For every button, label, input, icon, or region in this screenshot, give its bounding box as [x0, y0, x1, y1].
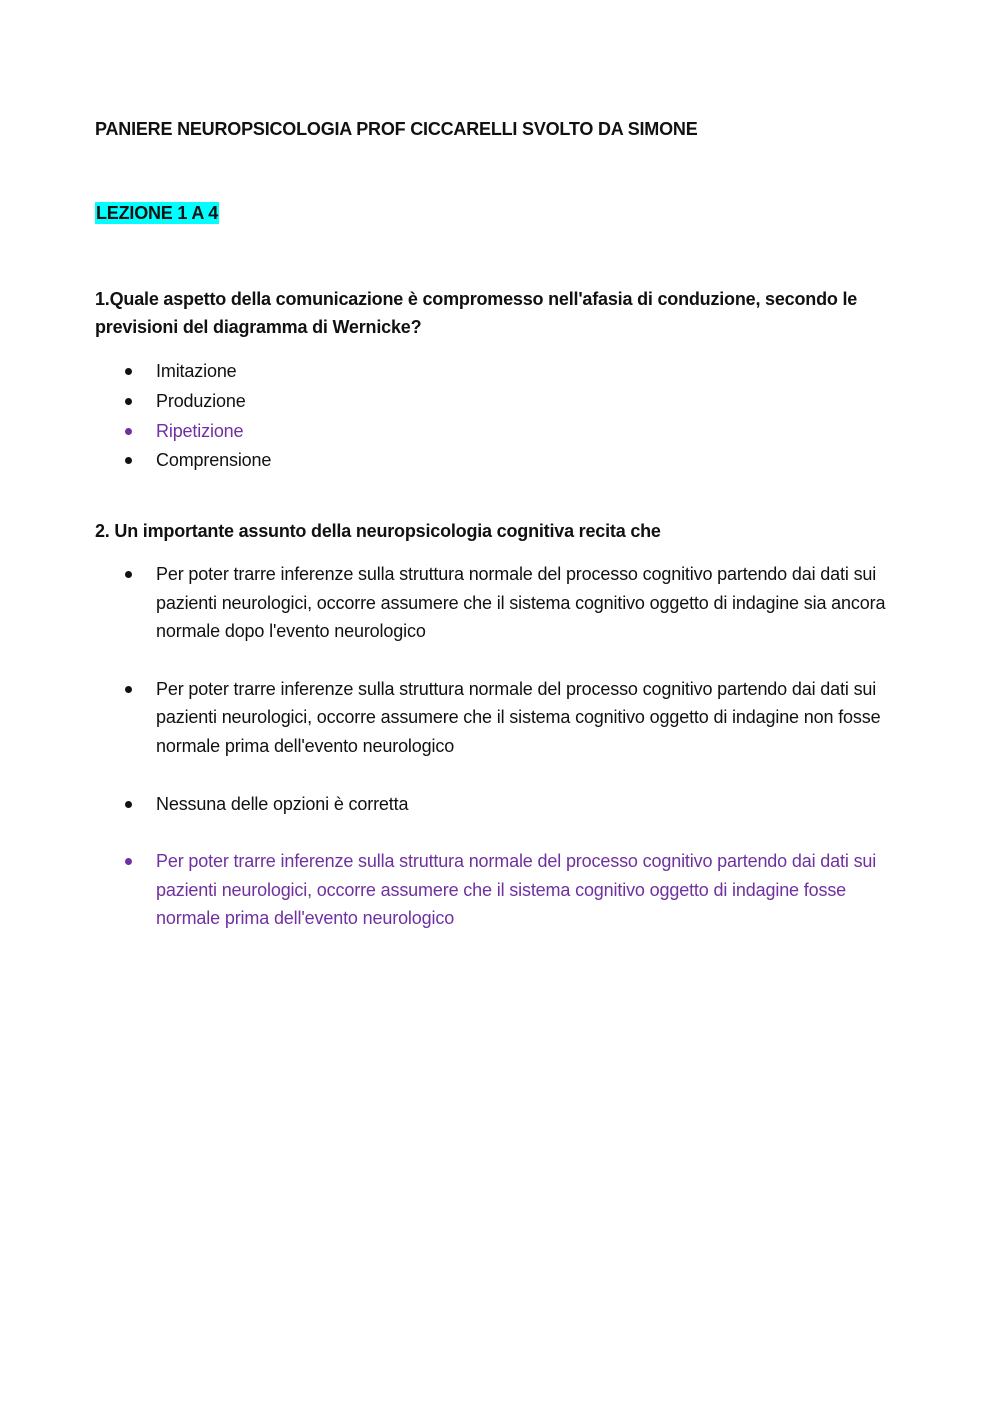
- option-text: Per poter trarre inferenze sulla struttura normale del processo cognitivo partendo dai dati sui pazienti neurologici, occorre assumere che il sistema cognitivo oggetto di indagine fosse normale prima dell'evento neurologico: [156, 851, 877, 929]
- question-1-option-2: [95, 387, 895, 417]
- bullet-icon: [125, 398, 132, 405]
- question-1-option-3-correct: [95, 417, 895, 447]
- question-2-option-1: [95, 560, 895, 646]
- option-text: Comprensione: [156, 450, 272, 471]
- option-text: Imitazione: [156, 361, 237, 381]
- question-1-text: 1.Quale aspetto della comunicazione è compromesso nell'afasia di conduzione, secondo le previsioni del diagramma di Wernicke?: [95, 289, 858, 337]
- option-text: Per poter trarre inferenze sulla struttura normale del processo cognitivo partendo dai dati sui pazienti neurologici, occorre assumere che il sistema cognitivo oggetto di indagine sia ancora normale dopo l'evento neurologico: [156, 564, 886, 642]
- lesson-heading: [95, 203, 219, 224]
- lesson-label-highlighted: LEZIONE 1 A 4: [96, 203, 219, 223]
- bullet-icon: [125, 801, 132, 808]
- question-2-option-3: [95, 790, 895, 819]
- option-text: Produzione: [156, 390, 246, 411]
- bullet-icon: [125, 571, 132, 578]
- question-1-options: [95, 357, 895, 476]
- bullet-icon: [125, 858, 132, 865]
- document-title: PANIERE NEUROPSICOLOGIA PROF CICCARELLI SVOLTO DA SIMONE: [95, 119, 698, 139]
- question-2-option-4-correct: [95, 847, 895, 933]
- question-1-option-1: [95, 357, 895, 387]
- question-2-text: 2. Un importante assunto della neuropsicologia cognitiva recita che: [95, 521, 661, 541]
- question-2-options: [95, 560, 895, 962]
- bullet-icon: [125, 457, 132, 464]
- option-text: Per poter trarre inferenze sulla struttura normale del processo cognitivo partendo dai dati sui pazienti neurologici, occorre assumere che il sistema cognitivo oggetto di indagine non fosse normale prima dell'evento neurologico: [156, 678, 881, 756]
- option-text: Nessuna delle opzioni è corretta: [156, 793, 409, 814]
- question-1-option-4: [95, 446, 895, 476]
- bullet-icon: [125, 428, 132, 435]
- option-text: Ripetizione: [156, 420, 244, 441]
- question-2-option-2: [95, 675, 895, 761]
- bullet-icon: [125, 368, 132, 375]
- bullet-icon: [125, 686, 132, 693]
